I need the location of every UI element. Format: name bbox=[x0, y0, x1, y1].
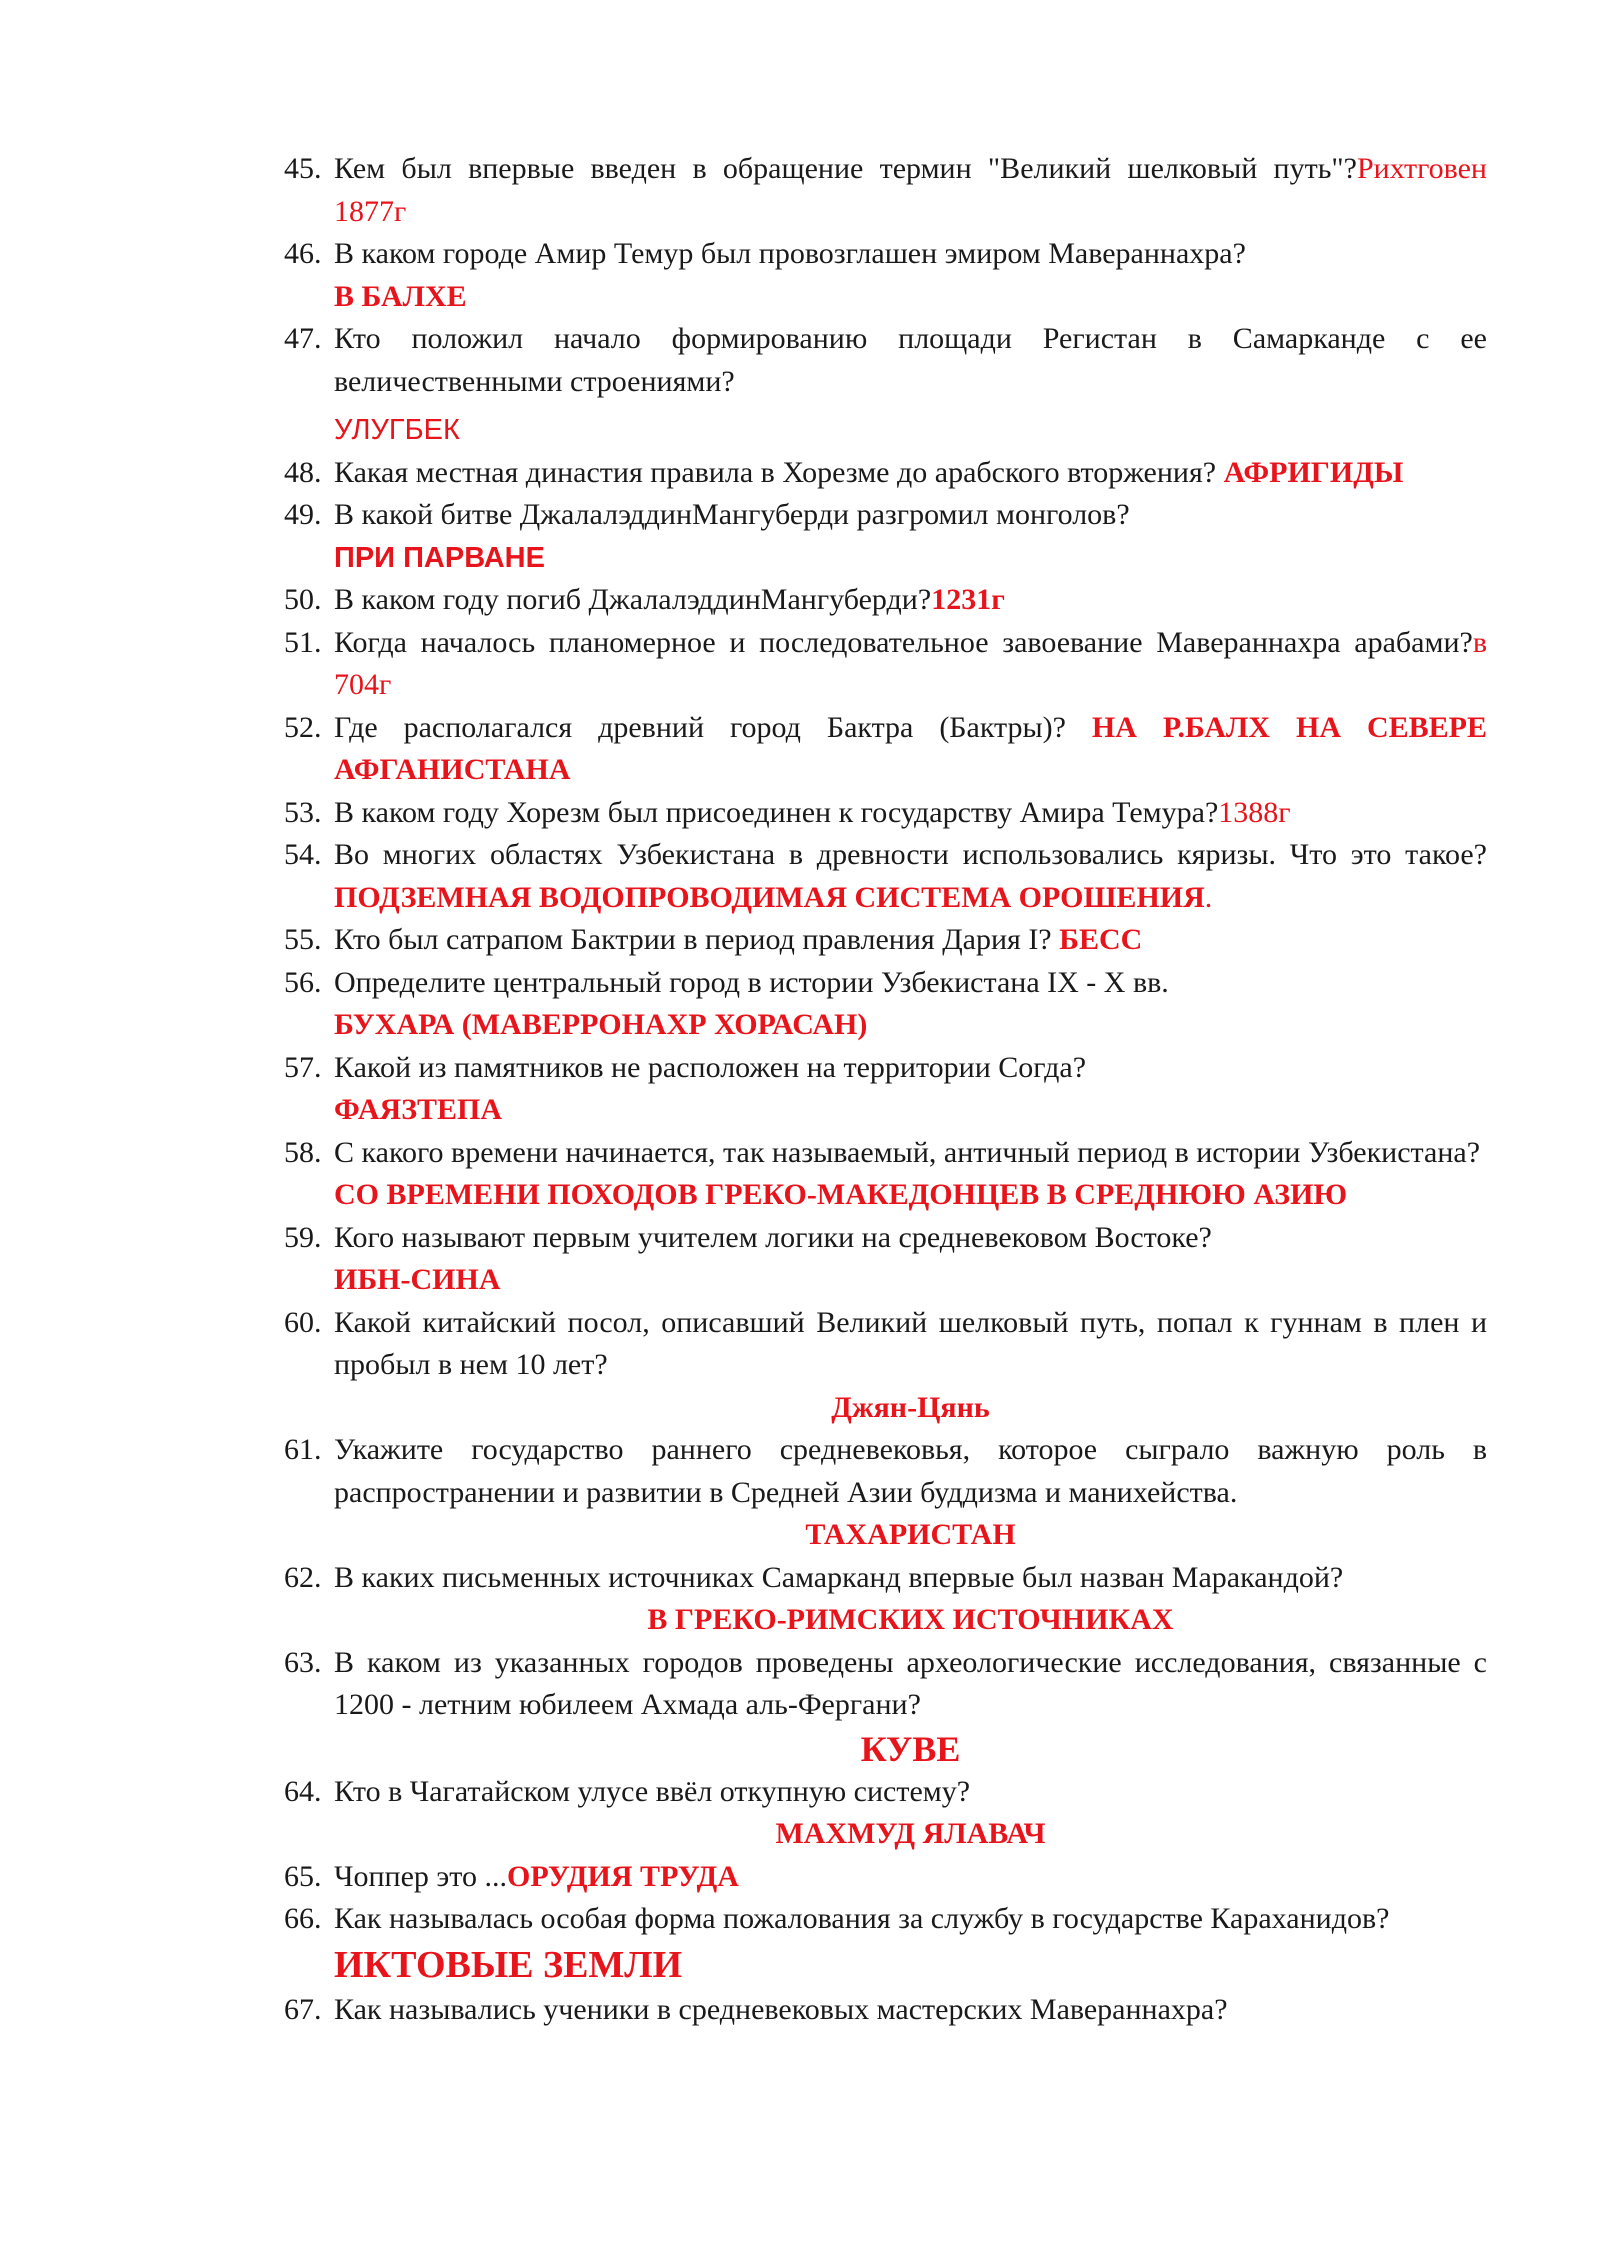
question-60 bbox=[284, 1302, 1487, 1430]
question-number: 57. bbox=[284, 1050, 322, 1084]
answer-text: 1388г bbox=[1218, 795, 1291, 829]
answer-text: НА Р.БАЛХ НА СЕВЕРЕ АФГАНИСТАНА bbox=[334, 710, 1487, 786]
question-text: Определите центральный город в истории Узбекистана IX - X вв. bbox=[334, 965, 1169, 999]
question-text: Какой из памятников не расположен на территории Согда? bbox=[334, 1050, 1087, 1084]
question-number: 52. bbox=[284, 710, 322, 744]
question-47 bbox=[284, 318, 1487, 452]
question-text: Чоппер это ... bbox=[334, 1859, 508, 1893]
question-57 bbox=[284, 1047, 1487, 1132]
answer-text: КУВЕ bbox=[860, 1728, 961, 1769]
question-number: 58. bbox=[284, 1135, 322, 1169]
question-number: 66. bbox=[284, 1902, 322, 1935]
question-text: В каких письменных источниках Самарканд впервые был назван Маракандой? bbox=[334, 1560, 1344, 1594]
answer-text: 1231г bbox=[931, 583, 1005, 616]
answer-text: УЛУГБЕК bbox=[334, 414, 460, 446]
question-56 bbox=[284, 962, 1487, 1047]
question-62 bbox=[284, 1557, 1487, 1642]
question-54 bbox=[284, 834, 1487, 919]
question-text: В каком году Хорезм был присоединен к государству Амира Темура? bbox=[334, 795, 1219, 829]
answer-text: Рихтговен 1877г bbox=[334, 152, 1487, 228]
answer-text: ПОДЗЕМНАЯ ВОДОПРОВОДИМАЯ СИСТЕМА ОРОШЕНИЯ bbox=[334, 880, 1205, 914]
question-number: 54. bbox=[284, 838, 322, 871]
answer-suffix: . bbox=[1204, 880, 1213, 914]
question-number: 60. bbox=[284, 1305, 322, 1339]
question-number: 47. bbox=[284, 322, 322, 355]
answer-text: ПРИ ПАРВАНЕ bbox=[334, 541, 545, 574]
question-text: Кто был сатрапом Бактрии в период правления Дария I? bbox=[334, 923, 1060, 956]
answer-text: БЕСС bbox=[1059, 923, 1143, 956]
question-text: В каком из указанных городов проведены археологические исследования, связанные с 1200 - летним юбилеем Ахмада аль-Фергани? bbox=[334, 1645, 1487, 1721]
question-text: Кем был впервые введен в обращение термин "Великий шелковый путь"? bbox=[334, 152, 1357, 185]
question-number: 51. bbox=[284, 625, 322, 659]
question-63 bbox=[284, 1642, 1487, 1771]
question-number: 48. bbox=[284, 455, 322, 489]
question-text: С какого времени начинается, так называемый, античный период в истории Узбекистана? bbox=[334, 1135, 1481, 1169]
question-text: В какой битве ДжалалэддинМангуберди разгромил монголов? bbox=[334, 498, 1130, 531]
question-text: Когда началось планомерное и последовательное завоевание Мавераннахра арабами? bbox=[334, 625, 1473, 659]
question-text: Кого называют первым учителем логики на средневековом Востоке? bbox=[334, 1220, 1212, 1254]
question-number: 46. bbox=[284, 237, 322, 270]
question-number: 61. bbox=[284, 1433, 322, 1466]
question-45 bbox=[284, 148, 1487, 233]
question-number: 53. bbox=[284, 795, 322, 829]
question-text: В каком году погиб ДжалалэддинМангуберди? bbox=[334, 583, 932, 616]
answer-text: в 704г bbox=[334, 625, 1487, 701]
question-50 bbox=[284, 579, 1487, 622]
question-number: 63. bbox=[284, 1645, 322, 1679]
question-text: Кто в Чагатайском улусе ввёл откупную систему? bbox=[334, 1774, 971, 1808]
question-59 bbox=[284, 1217, 1487, 1302]
answer-text: СО ВРЕМЕНИ ПОХОДОВ ГРЕКО-МАКЕДОНЦЕВ В СРЕДНЮЮ АЗИЮ bbox=[334, 1178, 1348, 1211]
question-46 bbox=[284, 233, 1487, 318]
question-51 bbox=[284, 622, 1487, 707]
question-58 bbox=[284, 1132, 1487, 1217]
question-number: 50. bbox=[284, 583, 322, 616]
question-text: В каком городе Амир Темур был провозглашен эмиром Мавераннахра? bbox=[334, 237, 1246, 270]
question-number: 59. bbox=[284, 1220, 322, 1254]
question-64 bbox=[284, 1771, 1487, 1856]
question-number: 56. bbox=[284, 965, 322, 999]
answer-text: ИБН-СИНА bbox=[334, 1263, 501, 1296]
question-number: 64. bbox=[284, 1774, 322, 1808]
answer-text: АФРИГИДЫ bbox=[1223, 455, 1404, 489]
question-text: Во многих областях Узбекистана в древности использовались кяризы. Что это такое? bbox=[334, 838, 1487, 871]
question-65 bbox=[284, 1856, 1487, 1899]
answer-text: Джян-Цянь bbox=[831, 1390, 990, 1424]
question-text: Как назывались ученики в средневековых мастерских Мавераннахра? bbox=[334, 1992, 1228, 2026]
question-list bbox=[284, 148, 1487, 2031]
question-49 bbox=[284, 494, 1487, 579]
answer-text: В ГРЕКО-РИМСКИХ ИСТОЧНИКАХ bbox=[647, 1603, 1174, 1636]
question-61 bbox=[284, 1429, 1487, 1557]
question-66 bbox=[284, 1898, 1487, 1989]
question-number: 62. bbox=[284, 1560, 322, 1594]
answer-text: БУХАРА (МАВЕРРОНАХР ХОРАСАН) bbox=[334, 1008, 868, 1041]
question-text: Укажите государство раннего средневековья, которое сыграло важную роль в распространении и развитии в Средней Азии буддизма и манихейства. bbox=[334, 1433, 1487, 1509]
question-48 bbox=[284, 452, 1487, 495]
answer-text: В БАЛХЕ bbox=[334, 279, 467, 313]
question-number: 55. bbox=[284, 923, 322, 956]
question-number: 65. bbox=[284, 1859, 322, 1893]
answer-text: МАХМУД ЯЛАВАЧ bbox=[775, 1817, 1046, 1850]
question-text: Какой китайский посол, описавший Великий шелковый путь, попал к гуннам в плен и пробыл в нем 10 лет? bbox=[334, 1305, 1487, 1381]
question-number: 67. bbox=[284, 1992, 322, 2026]
question-number: 49. bbox=[284, 498, 322, 531]
question-67 bbox=[284, 1989, 1487, 2032]
answer-text: ТАХАРИСТАН bbox=[805, 1518, 1016, 1551]
answer-text: ИКТОВЫЕ ЗЕМЛИ bbox=[334, 1943, 683, 1986]
question-text: Как называлась особая форма пожалования за службу в государстве Караханидов? bbox=[334, 1902, 1390, 1935]
question-number: 45. bbox=[284, 152, 322, 185]
answer-text: ФАЯЗТЕПА bbox=[334, 1093, 503, 1126]
question-text: Кто положил начало формированию площади Регистан в Самарканде с ее величественными строениями? bbox=[334, 322, 1487, 398]
question-52 bbox=[284, 707, 1487, 792]
question-text: Где располагался древний город Бактра (Бактры)? bbox=[334, 710, 1092, 744]
answer-text: ОРУДИЯ ТРУДА bbox=[507, 1859, 739, 1893]
question-53 bbox=[284, 792, 1487, 835]
question-55 bbox=[284, 919, 1487, 962]
question-text: Какая местная династия правила в Хорезме до арабского вторжения? bbox=[334, 455, 1224, 489]
